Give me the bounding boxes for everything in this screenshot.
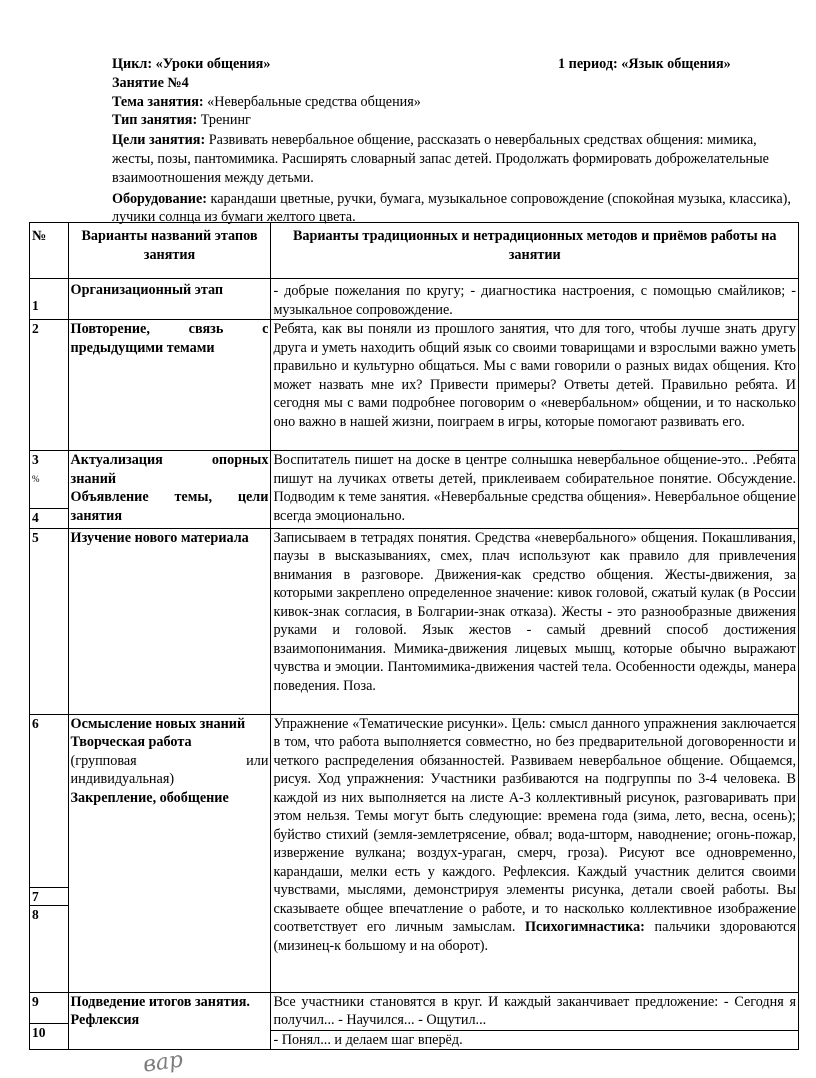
lesson-number: Занятие №4 xyxy=(112,74,189,91)
row-number: 6 xyxy=(32,715,39,731)
row-number: 2 xyxy=(30,320,69,451)
stage-cell xyxy=(68,992,271,1050)
type-label: Тип занятия: xyxy=(112,112,198,129)
column-header-stages: Варианты названий этапов занятия xyxy=(68,223,271,279)
row-number-cell xyxy=(30,992,69,1050)
method-text: Упражнение «Тематические рисунки». Цель: смысл данного упражнения заключается в том, что работа выполняется совместно, но без предварительной договоренности и четкого распределения обязанностей. Развиваем невербальное общение. Общаемся, рисуя. Ход упражнения: Участники разбиваются на подгруппы по 3-4 человека. В каждой из них выполняется на листе А-3 коллективный рисунок, разговаривать при этом нельзя. Темы могут быть следующие: времена года (зима, лето, весна, осень); буйство стихий (земля-землетрясение, обвал; вода-шторм, наводнение; огонь-пожар, извержение вулкана; воздух-ураган, смерч, гроза). Рисуют все одновременно, карандаши, мелки есть у каждого. Рефлексия. Каждый участник делится своими чувствами, мыслями, демонстрируя элементы рисунка, детали своей работы. Вы сказываете общее впечатление о работе, и то насколько коллективное изображение соответствует его личным замыслам. xyxy=(273,715,796,935)
method-text: Воспитатель пишет на доске в центре солнышка невербальное общение-это.. .Ребята пишут на лучиках ответы детей, приклеиваем собирательное понятие. Обсуждение. Подводим к теме занятия. «Невербальные средства общения». Невербальное общение всегда эмоционально. xyxy=(271,451,799,529)
method-text: Все участники становятся в круг. И каждый заканчивает предложение: - Сегодня я получил... - Научился... - Ощутил... xyxy=(273,993,796,1028)
row-number: 8 xyxy=(32,906,39,922)
handwritten-note: вар xyxy=(141,1047,185,1078)
method-cell xyxy=(271,992,799,1050)
method-text: - Понял... и делаем шаг вперёд. xyxy=(273,1031,463,1048)
row-number: 10 xyxy=(32,1025,46,1040)
column-header-methods: Варианты традиционных и нетрадиционных методов и приёмов работы на занятии xyxy=(271,223,799,279)
row-number: 5 xyxy=(30,528,69,714)
table-row xyxy=(30,451,799,529)
topic-label: Тема занятия: xyxy=(112,93,204,110)
method-cell xyxy=(271,714,799,992)
stage-cell xyxy=(68,714,271,992)
stage-note: (групповая или индивидуальная) xyxy=(70,752,269,787)
row-number: 9 xyxy=(32,993,39,1009)
row-number: 3 xyxy=(32,452,39,467)
stage-name: Осмысление новых знаний xyxy=(70,715,246,732)
goals-label: Цели занятия: xyxy=(112,132,206,149)
table-header-row xyxy=(30,223,799,279)
stage-name: Организационный этап xyxy=(68,279,271,320)
row-number: 1 xyxy=(30,279,69,320)
topic-value: «Невербальные средства общения» xyxy=(203,93,421,110)
method-text: - добрые пожелания по кругу; - диагностика настроения, с помощью смайликов; - музыкальное сопровождение. xyxy=(271,279,799,320)
stage-name: Творческая работа xyxy=(70,734,192,750)
table-row xyxy=(30,714,799,992)
lesson-plan-table xyxy=(29,222,799,1050)
goals-value: Развивать невербальное общение, рассказать о невербальных средствах общения: мимика, жесты, позы, пантомимика. Расширять словарный запас детей. Продолжать формировать доброжелательные взаимоотношения между детьми. xyxy=(112,132,769,186)
stage-name: Объявление темы, цели занятия xyxy=(70,489,269,524)
stage-cell xyxy=(68,451,271,529)
column-header-num: № xyxy=(30,223,69,279)
row-number-cell xyxy=(30,714,69,992)
row-number-mark: % xyxy=(32,473,40,484)
method-text: Записываем в тетрадях понятия. Средства «невербального» общения. Покашливания, паузы в высказываниях, смех, плач используют как правило для привлечения внимания в разговоре. Движения-как средство общения. Жесты-движения, за которыми закреплено определенное значение: кивок головой, сжатый кулак (в России кивок-знак согласия, в Болгарии-знак отказа). Жесты - это разнообразные движения руками и головой. Язык жестов - самый древний способ достижения взаимопонимания. Мимика-движения лицевых мышц, которые обычно выражают чувства и эмоции. Пантомимика-движения частей тела. Особенности одежды, манера поведения. Поза. xyxy=(271,528,799,714)
table-row xyxy=(30,528,799,714)
method-bold-text: Психогимнастика: xyxy=(524,919,645,935)
type-value: Тренинг xyxy=(197,112,251,129)
equipment-label: Оборудование: xyxy=(112,190,207,207)
lesson-header xyxy=(112,55,797,227)
method-text: пальчики здороваются (мизинец-к большому и на оборот). xyxy=(273,919,796,954)
method-text: Ребята, как вы поняли из прошлого занятия, что для того, чтобы лучше знать другу друга и уметь находить общий язык со своими товарищами и взрослыми важно уметь правильно и культурно общаться. Мы с вами говорили о разных видах общения. Кто может назвать мне их? Привести примеры? Ответы детей. Правильно ребята. И сегодня мы с вами подробнее поговорим о «невербальном» общении, и то насколько оно важно в нашей жизни, поиграем в игры, которые помогают развивать его. xyxy=(271,320,799,451)
row-number: 4 xyxy=(32,510,39,525)
stage-name: Актуализация опорных знаний xyxy=(70,452,269,487)
table-row xyxy=(30,992,799,1050)
stage-name: Рефлексия xyxy=(70,1012,140,1028)
cycle-title: Цикл: «Уроки общения» xyxy=(112,56,271,72)
period-title: 1 период: «Язык общения» xyxy=(558,56,731,72)
stage-name: Повторение, связь с предыдущими темами xyxy=(68,320,271,451)
equipment-value: карандаши цветные, ручки, бумага, музыкальное сопровождение (спокойная музыка, классика), лучики солнца из бумаги желтого цвета. xyxy=(112,190,791,226)
stage-name: Закрепление, обобщение xyxy=(70,789,229,806)
row-number-cell xyxy=(30,451,69,529)
stage-name: Подведение итогов занятия. xyxy=(70,993,250,1010)
stage-name: Изучение нового материала xyxy=(68,528,271,714)
row-number: 7 xyxy=(32,889,39,904)
table-row xyxy=(30,279,799,320)
table-row xyxy=(30,320,799,451)
